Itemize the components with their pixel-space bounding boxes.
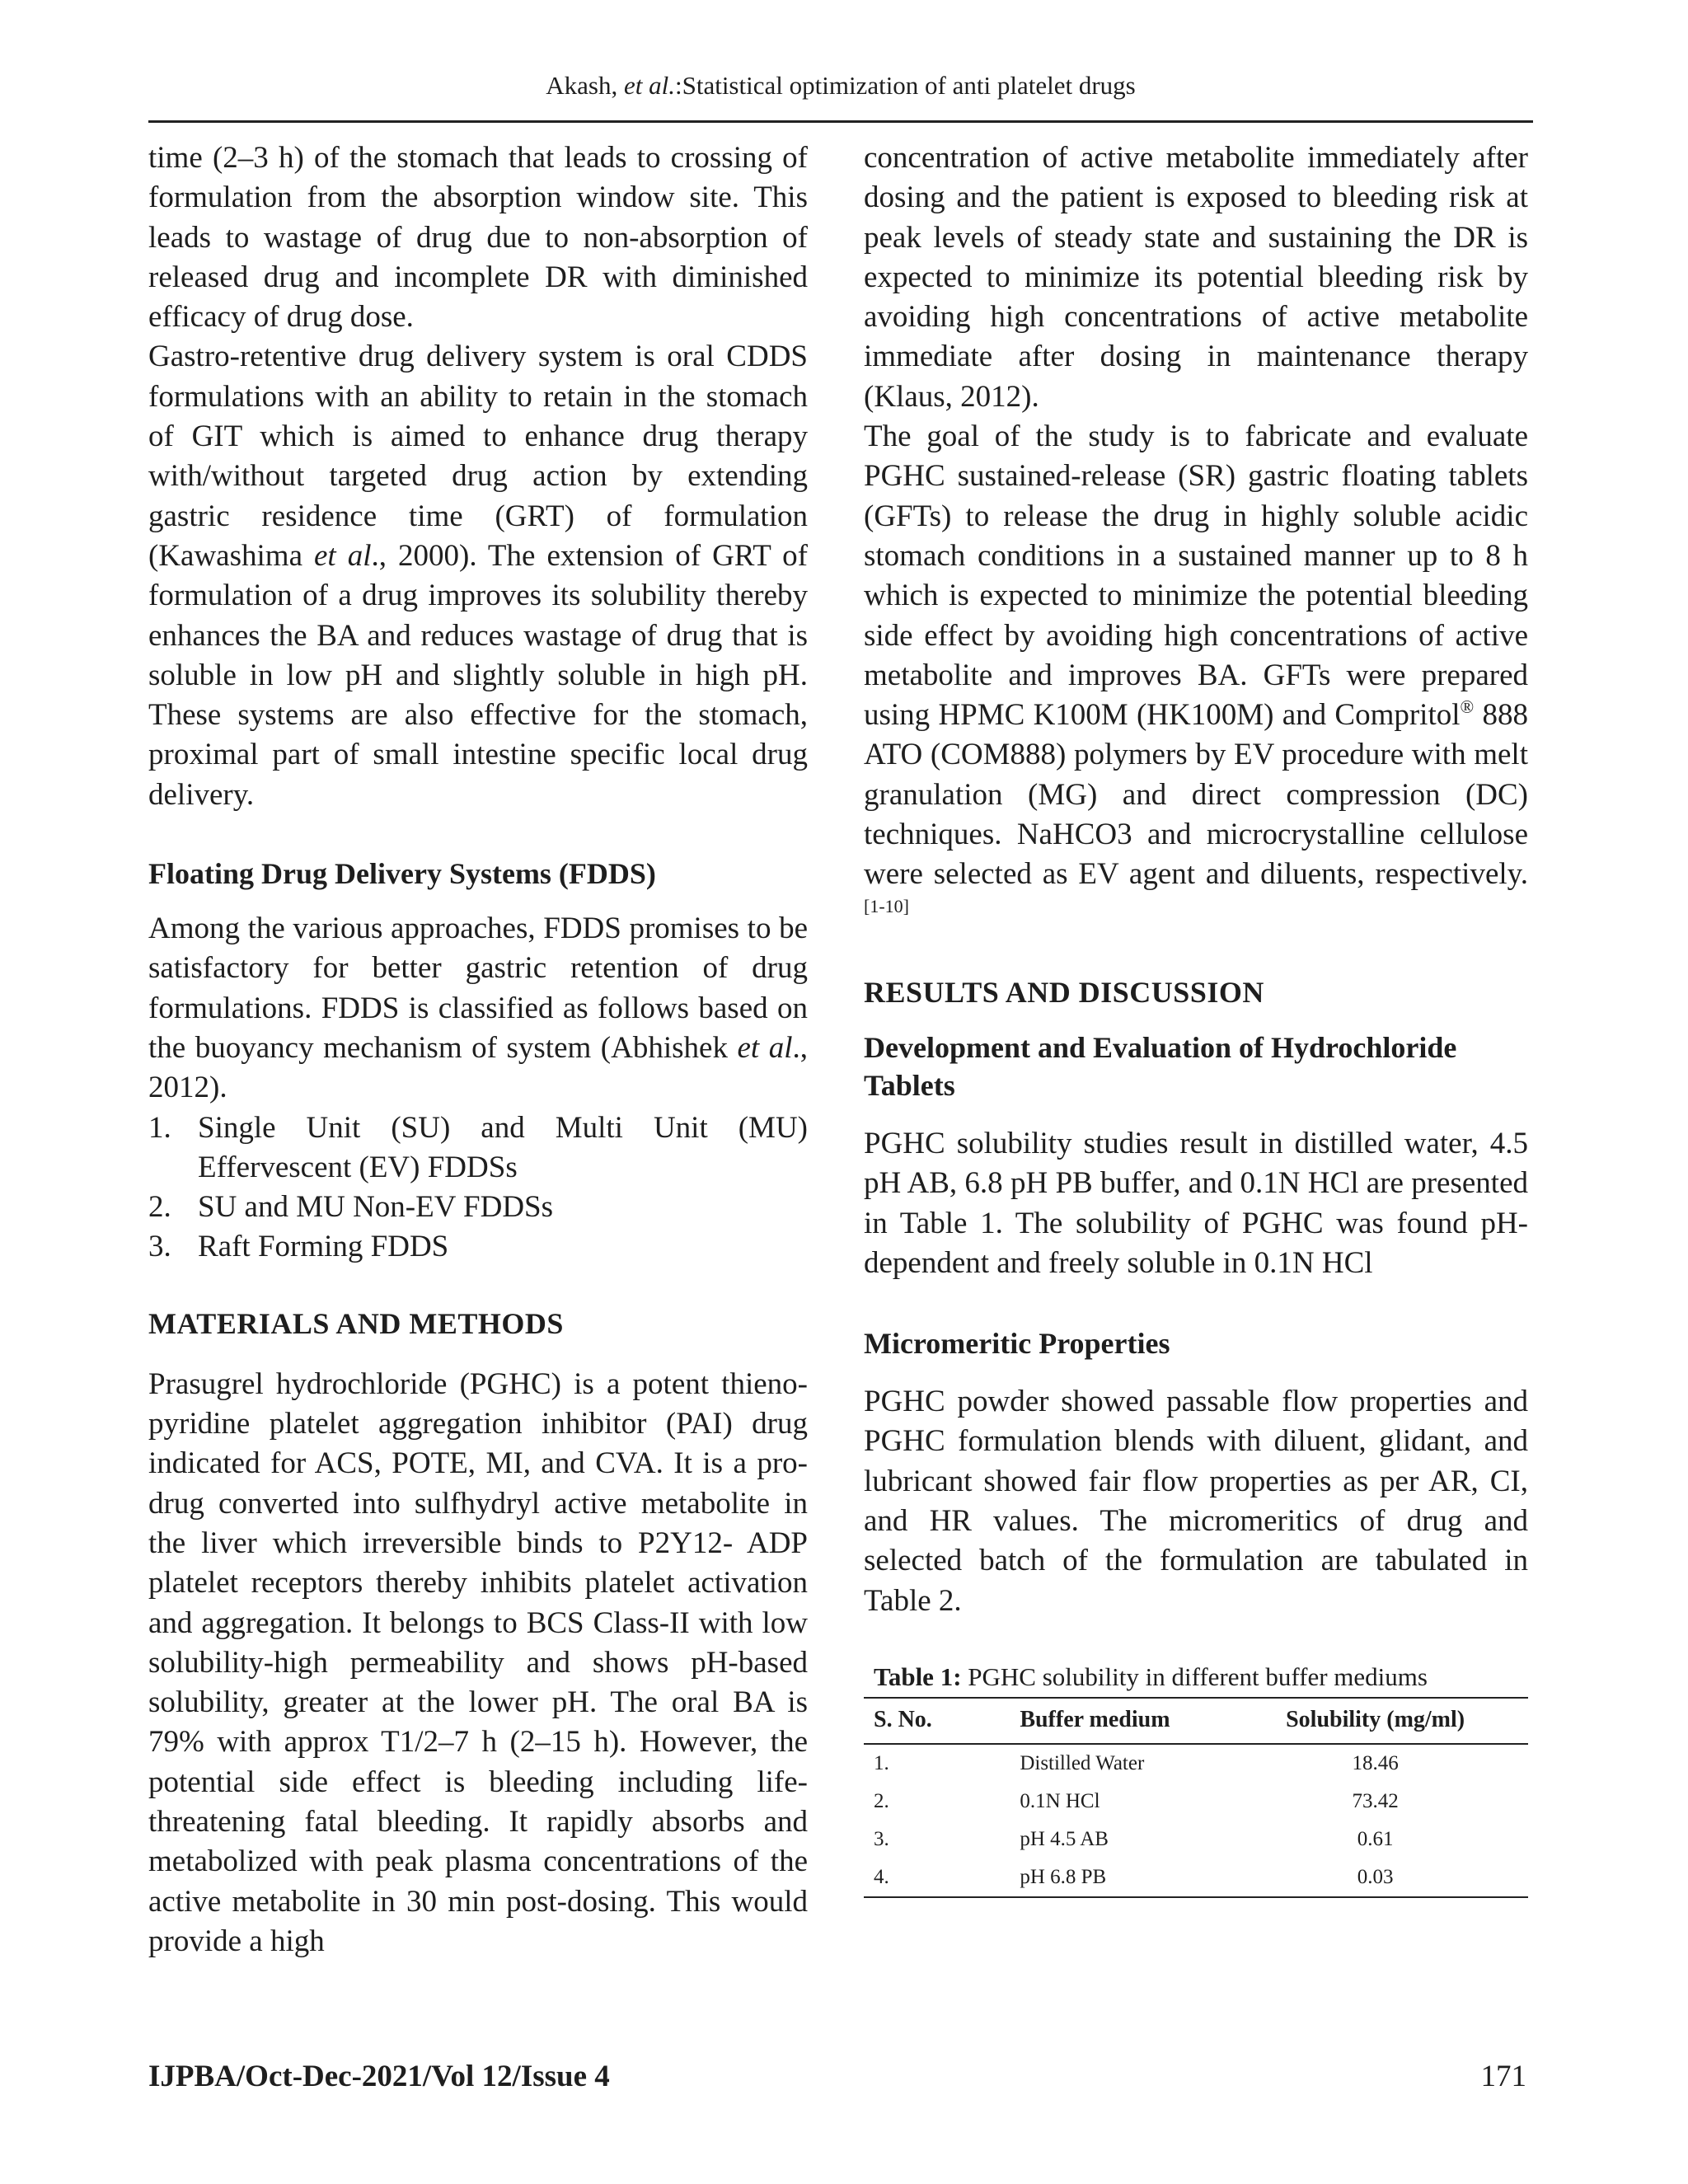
col-header-sno: S. No. [864,1698,1010,1744]
footer-page-number: 171 [1480,2060,1526,2093]
cell-sno: 4. [864,1858,1010,1897]
table-row [864,1783,1528,1821]
list-text: Raft Forming FDDS [198,1230,449,1264]
footer-journal: IJPBA/Oct-Dec-2021/Vol 12/Issue 4 [148,2060,610,2093]
cell-sno: 2. [874,1789,889,1812]
list-item [148,1108,808,1188]
table-header-row [864,1698,1528,1744]
list-number: 1. [148,1110,171,1145]
header-author: Akash, [546,71,618,100]
cell-solubility: 0.03 [1222,1858,1528,1897]
table-label: Table 1: [874,1661,962,1691]
col-header-buffer: Buffer medium [1010,1698,1222,1744]
left-p2-text-a: Gastro-retentive drug delivery system is oral CDDS formulations with an ability to retain in the stomach of GIT which is aimed to enhance drug therapy with/without targeted drug action by extending gastric residence time (GRT) of formulation (Kawashima [148,340,808,573]
micromeritic-heading: Micromeritic Properties [864,1327,1170,1361]
list-number: 3. [148,1230,171,1264]
solubility-table [864,1697,1528,1898]
left-paragraph-1: time (2–3 h) of the stomach that leads to crossing of formulation from the absorption window site. This leads to wastage of drug due to non-absorption of released drug and incomplete DR with diminished efficacy of drug dose. [148,141,808,335]
table-1 [864,1661,1528,1898]
cell-sno: 1. [874,1751,889,1774]
cell-sno: 3. [874,1827,889,1850]
right-p2-text-a: The goal of the study is to fabricate and evaluate PGHC sustained-release (SR) gastric floating tablets (GFTs) to release the drug in highly soluble acidic stomach conditions in a sustained manner up to 8 h which is expected to minimize the potential bleeding side effect by avoiding high concentrations of active metabolite and improves BA. GFTs were prepared using HPMC K100M (HK100M) and Compritol [864,419,1528,733]
left-p2-text-b: ., 2000). The extension of GRT of formulation of a drug improves its solubility thereby enhances the BA and reduces wastage of drug that is soluble in low pH and slightly soluble in high pH. These systems are also effective for the stomach, proximal part of small intestine specific local drug delivery. [148,538,809,812]
fdds-heading: Floating Drug Delivery Systems (FDDS) [148,857,656,891]
cell-buffer: pH 4.5 AB [1020,1827,1109,1850]
registered-mark: ® [1460,696,1475,718]
methods-heading: MATERIALS AND METHODS [148,1306,564,1340]
right-paragraph-2 [864,417,1528,935]
right-paragraph-4: PGHC powder showed passable flow properties and PGHC formulation blends with diluent, glidant, and lubricant showed fair flow properties as per AR, CI, and HR values. The micromeritics of drug and selected batch of the formulation are tabulated in Table 2. [864,1385,1528,1618]
list-text: Single Unit (SU) and Multi Unit (MU) Effervescent (EV) FDDSs [198,1110,808,1184]
header-rule [148,120,1533,123]
cell-solubility: 18.46 [1352,1751,1399,1774]
right-column [864,138,1528,1898]
right-paragraph-1: concentration of active metabolite immediately after dosing and the patient is exposed to bleeding risk at peak levels of steady state and sustaining the DR is expected to minimize its potential bleeding risk by avoiding high concentrations of active metabolite immediate after dosing in maintenance therapy (Klaus, 2012). [864,141,1528,414]
list-text: SU and MU Non-EV FDDSs [198,1190,554,1225]
left-p2-etal: et al [314,538,372,573]
cell-buffer: pH 6.8 PB [1010,1858,1222,1897]
running-head [148,69,1533,102]
header-etal: et al. [623,71,675,100]
header-title: :Statistical optimization of anti platelet drugs [674,71,1136,100]
table-caption [864,1661,1528,1694]
cell-buffer: 0.1N HCl [1020,1789,1100,1812]
left-p3-text-b: ., 2012). [148,1030,808,1105]
cell-buffer: Distilled Water [1020,1751,1145,1774]
left-paragraph-2 [148,337,808,815]
list-item [148,1188,808,1227]
col-header-solubility: Solubility (mg/ml) [1222,1698,1528,1744]
list-number: 2. [148,1190,171,1225]
cell-solubility: 73.42 [1352,1789,1399,1812]
fdds-list [148,1108,808,1268]
table-row [864,1744,1528,1783]
citation-ref: [1-10] [864,895,909,916]
right-p2-text-b: 888 ATO (COM888) polymers by EV procedure with melt granulation (MG) and direct compression (DC) techniques. NaHCO3 and microcrystalline cellulose were selected as EV agent and diluents, respectively. [864,698,1528,892]
results-heading: RESULTS AND DISCUSSION [864,975,1264,1009]
cell-solubility: 0.61 [1357,1827,1394,1850]
development-heading: Development and Evaluation of Hydrochloride Tablets [864,1030,1457,1102]
table-row [864,1821,1528,1858]
left-paragraph-4: Prasugrel hydrochloride (PGHC) is a potent thieno-pyridine platelet aggregation inhibitor (PAI) drug indicated for ACS, POTE, MI, and CVA. It is a pro-drug converted into sulfhydryl active metabolite in the liver which irreversible binds to P2Y12- ADP platelet receptors thereby inhibits platelet activation and aggregation. It belongs to BCS Class-II with low solubility-high permeability and shows pH-based solubility, greater at the lower pH. The oral BA is 79% with approx T1/2–7 h (2–15 h). However, the potential side effect is bleeding including life-threatening fatal bleeding. It rapidly absorbs and metabolized with peak plasma concentrations of the active metabolite in 30 min post-dosing. This would provide a high [148,1366,808,1958]
left-p3-etal: et al [737,1030,793,1065]
left-paragraph-3 [148,909,808,1108]
right-paragraph-3: PGHC solubility studies result in distilled water, 4.5 pH AB, 6.8 pH PB buffer, and 0.1N HCl are presented in Table 1. The solubility of PGHC was found pH-dependent and freely soluble in 0.1N HCl [864,1126,1528,1280]
list-item [148,1227,808,1267]
left-p3-text-a: Among the various approaches, FDDS promises to be satisfactory for better gastric retention of drug formulations. FDDS is classified as follows based on the buoyancy mechanism of system (Abhishek [148,912,808,1065]
table-caption-text: PGHC solubility in different buffer mediums [961,1661,1428,1691]
table-row [864,1858,1528,1897]
left-column [148,138,808,1961]
